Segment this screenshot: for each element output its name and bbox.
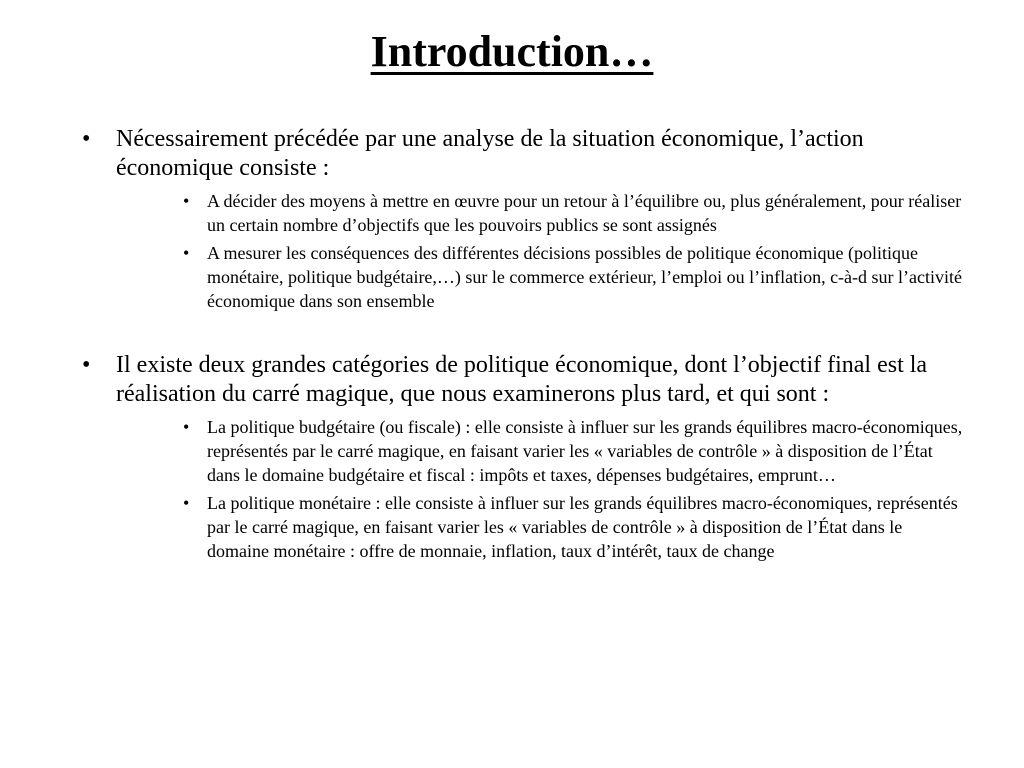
bullet-group-2 — [0, 351, 1024, 563]
sub-bullet-text: La politique budgétaire (ou fiscale) : elle consiste à influer sur les grands équilibres macro-économiques, représentés par le carré magique, en faisant varier les « variables de contrôle » à disposition de l’État dans le domaine budgétaire et fiscal : impôts et taxes, dépenses budgétaires, emprunt… — [207, 417, 963, 485]
sub-bullet-marker: • — [183, 417, 190, 437]
sub-bullet-1-1 — [0, 189, 1024, 237]
slide-content — [0, 125, 1024, 563]
sub-bullet-2-1 — [0, 415, 1024, 487]
bullet-text: Nécessairement précédée par une analyse de la situation économique, l’action économique consiste : — [116, 126, 864, 181]
slide-title-text: Introduction… — [370, 27, 654, 76]
sub-bullet-text: La politique monétaire : elle consiste à influer sur les grands équilibres macro-économiques, représentés par le carré magique, en faisant varier les « variables de contrôle » à disposition de l’État dans le domaine monétaire : offre de monnaie, inflation, taux d’intérêt, taux de change — [207, 493, 958, 561]
bullet-point-1 — [0, 125, 1024, 183]
sub-bullet-marker: • — [183, 493, 190, 513]
sub-bullet-marker: • — [183, 191, 190, 211]
sub-bullet-text: A mesurer les conséquences des différentes décisions possibles de politique économique (politique monétaire, politique budgétaire,…) sur le commerce extérieur, l’emploi ou l’inflation, c-à-d sur l’activité économique dans son ensemble — [207, 243, 962, 311]
bullet-marker: • — [82, 352, 91, 378]
sub-bullet-1-2 — [0, 241, 1024, 313]
bullet-point-2 — [0, 351, 1024, 409]
bullet-group-1 — [0, 125, 1024, 313]
slide-title — [0, 22, 1024, 82]
sub-bullet-2-2 — [0, 491, 1024, 563]
bullet-marker: • — [82, 126, 91, 152]
sub-bullet-text: A décider des moyens à mettre en œuvre pour un retour à l’équilibre ou, plus généralement, pour réaliser un certain nombre d’objectifs que les pouvoirs publics se sont assignés — [207, 191, 962, 235]
sub-bullet-marker: • — [183, 243, 190, 263]
bullet-text: Il existe deux grandes catégories de politique économique, dont l’objectif final est la réalisation du carré magique, que nous examinerons plus tard, et qui sont : — [116, 352, 928, 407]
